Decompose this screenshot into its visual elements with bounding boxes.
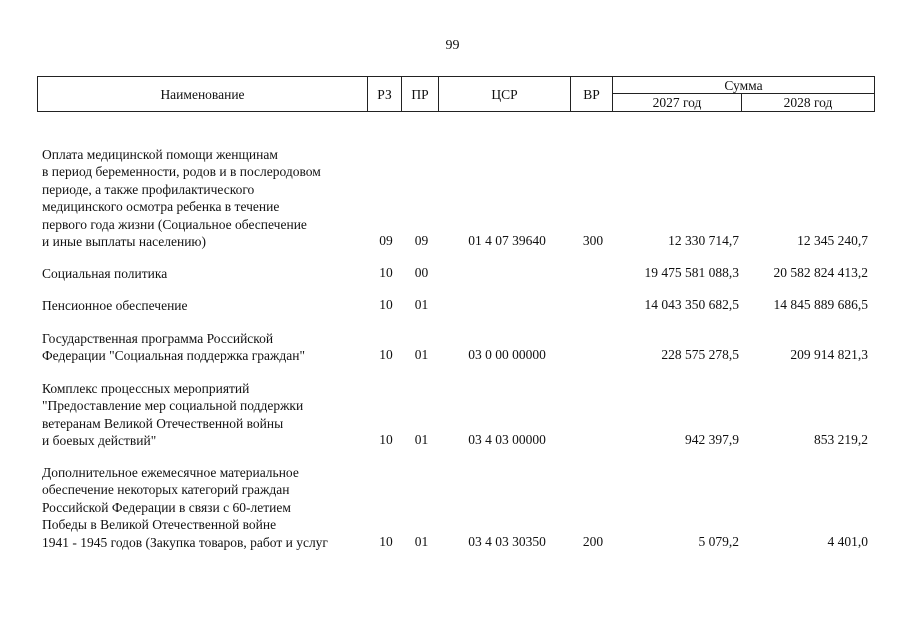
row-name: Пенсионное обеспечение	[42, 298, 188, 313]
row-sum-2028: 4 401,0	[827, 534, 868, 549]
row-sum-2027: 14 043 350 682,5	[644, 297, 739, 312]
row-sum-2028: 14 845 889 686,5	[773, 297, 868, 312]
header-year-2027: 2027 год	[613, 94, 742, 112]
row-sum-2028: 20 582 824 413,2	[773, 265, 868, 280]
page-number: 99	[445, 38, 460, 53]
row-name: Оплата медицинской помощи женщинам в период беременности, родов и в послеродовом периоде, а также профилактического медицинского осмотра ребенка в течение первого года жизни (Социальное обеспечение и иные выплаты населению)	[42, 147, 321, 250]
row-sum-2028: 853 219,2	[814, 432, 868, 447]
row-pr: 09	[414, 233, 429, 248]
row-rz: 10	[379, 534, 393, 549]
row-name: Дополнительное ежемесячное материальное обеспечение некоторых категорий граждан Российской Федерации в связи с 60-летием Победы в Великой Отечественной войне 1941 - 1945 годов (Закупка товаров, работ и услуг	[42, 465, 328, 550]
row-rz: 10	[379, 432, 393, 447]
row-pr: 01	[414, 534, 429, 549]
row-name: Социальная политика	[42, 266, 168, 281]
row-pr: 00	[414, 265, 429, 280]
row-csr: 03 0 00 00000	[468, 347, 546, 362]
row-sum-2028: 12 345 240,7	[797, 233, 868, 248]
header-pr: ПР	[402, 77, 439, 112]
row-rz: 10	[379, 265, 393, 280]
row-csr: 01 4 07 39640	[468, 233, 546, 248]
header-rz: РЗ	[368, 77, 402, 112]
header-year-2028: 2028 год	[742, 94, 875, 112]
row-csr: 03 4 03 30350	[468, 534, 546, 549]
row-rz: 10	[379, 347, 393, 362]
row-rz: 09	[379, 233, 393, 248]
row-sum-2028: 209 914 821,3	[790, 347, 868, 362]
header-csr: ЦСР	[439, 77, 571, 112]
row-sum-2027: 12 330 714,7	[668, 233, 739, 248]
header-vr: ВР	[571, 77, 613, 112]
row-sum-2027: 228 575 278,5	[661, 347, 739, 362]
row-pr: 01	[414, 432, 429, 447]
row-rz: 10	[379, 297, 393, 312]
row-sum-2027: 5 079,2	[698, 534, 739, 549]
row-csr: 03 4 03 00000	[468, 432, 546, 447]
row-sum-2027: 942 397,9	[685, 432, 739, 447]
header-name: Наименование	[38, 77, 368, 112]
row-name: Комплекс процессных мероприятий "Предоставление мер социальной поддержки ветеранам Великой Отечественной войны и боевых действий"	[42, 381, 304, 449]
row-pr: 01	[414, 347, 429, 362]
header-sum: Сумма	[613, 77, 875, 94]
row-sum-2027: 19 475 581 088,3	[644, 265, 739, 280]
row-vr: 200	[582, 534, 604, 549]
row-name: Государственная программа Российской Федерации "Социальная поддержка граждан"	[42, 331, 305, 364]
row-vr: 300	[582, 233, 604, 248]
row-pr: 01	[414, 297, 429, 312]
